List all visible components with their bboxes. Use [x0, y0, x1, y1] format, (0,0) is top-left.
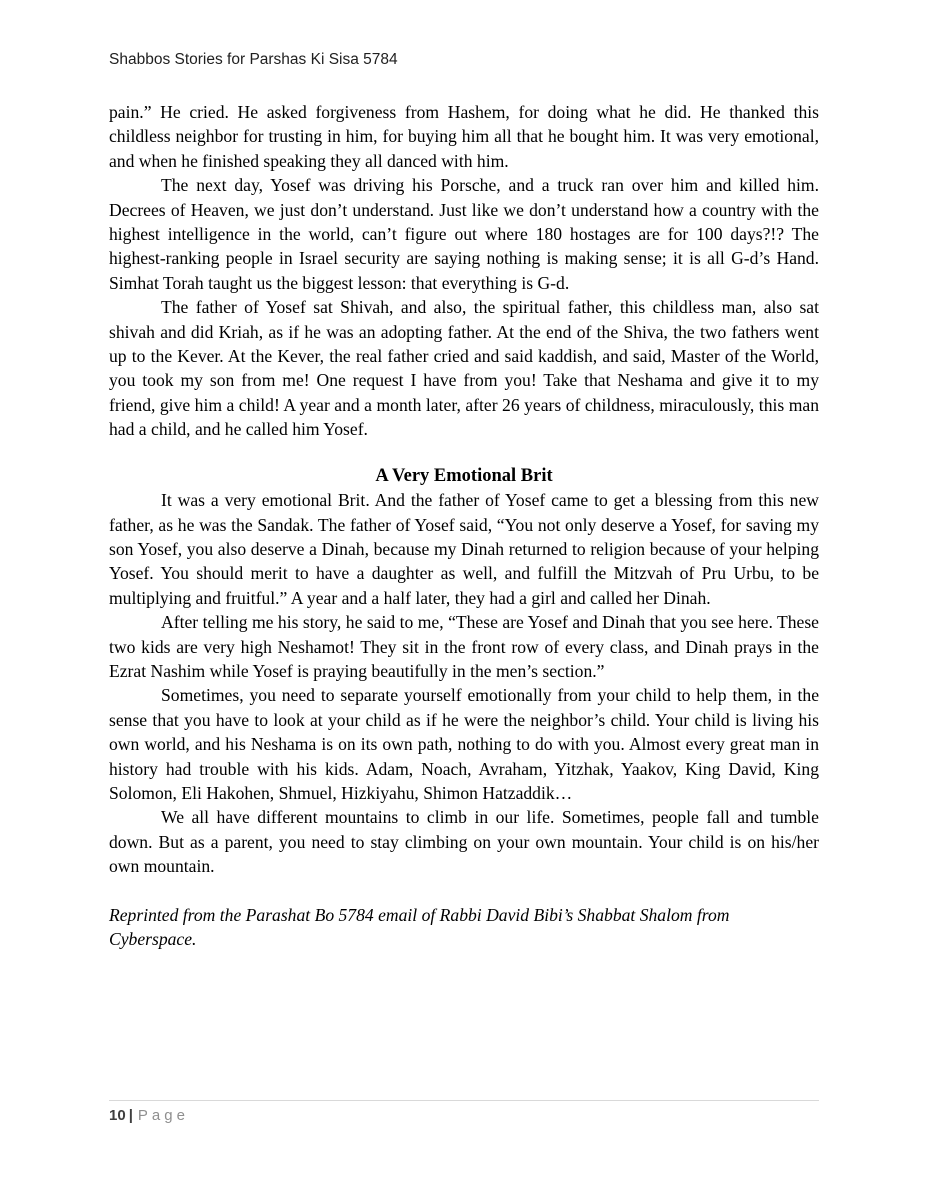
footer-page-word: Page — [137, 1107, 189, 1124]
body-paragraph: Sometimes, you need to separate yourself emotionally from your child to help them, in the sense that you have to look at your child as if he were the neighbor’s child. Your child is living his own world, and his Neshama is on its own path, nothing to do with you. Almost every great man in history had trouble with his kids. Adam, Noach, Avraham, Yitzhak, Yaakov, King David, King Solomon, Eli Hakohen, Shmuel, Hizkiyahu, Shimon Hatzaddik… — [109, 685, 819, 803]
page-footer — [109, 1100, 819, 1124]
body-paragraph: It was a very emotional Brit. And the father of Yosef came to get a blessing from this new father, as he was the Sandak. The father of Yosef said, “You not only deserve a Yosef, for saving my son Yosef, you also deserve a Dinah, because my Dinah returned to religion because of your helping Yosef. You should merit to have a daughter as well, and fulfill the Mitzvah of Pru Urbu, to be multiplying and fruitful.” A year and a half later, they had a girl and called her Dinah. — [109, 490, 819, 608]
body-paragraph: After telling me his story, he said to me, “These are Yosef and Dinah that you see here. These two kids are very high Neshamot! They sit in the front row of every class, and Dinah prays in the Ezrat Nashim while Yosef is praying beautifully in the men’s section.” — [109, 612, 819, 681]
body-paragraph-continuation: pain.” He cried. He asked forgiveness from Hashem, for doing what he did. He thanked this childless neighbor for trusting in him, for buying him all that he bought him. It was very emotional, and when he finished speaking they all danced with him. — [109, 102, 819, 171]
page-header-title: Shabbos Stories for Parshas Ki Sisa 5784 — [109, 51, 398, 68]
footer-divider: | — [128, 1107, 133, 1124]
body-paragraph: The father of Yosef sat Shivah, and also, the spiritual father, this childless man, also sat shivah and did Kriah, as if he was an adopting father. At the end of the Shiva, the two fathers went up to the Kever. At the Kever, the real father cried and said kaddish, and said, Master of the World, you took my son from me! One request I have from you! Take that Neshama and give it to my friend, give him a child! A year and a month later, after 26 years of childness, miraculously, this man had a child, and he called him Yosef. — [109, 297, 819, 440]
body-paragraph: We all have different mountains to climb in our life. Sometimes, people fall and tumble down. But as a parent, you need to stay climbing on your own mountain. Your child is on his/her own mountain. — [109, 807, 819, 877]
body-paragraph: The next day, Yosef was driving his Porsche, and a truck ran over him and killed him. Decrees of Heaven, we just don’t understand. Just like we don’t understand how a country with the highest intelligence in the world, can’t figure out where 180 hostages are for 100 days?!? The highest-ranking people in Israel security are saying nothing is making sense; it is all G-d’s Hand. Simhat Torah taught us the biggest lesson: that everything is G-d. — [109, 175, 819, 293]
page-header — [109, 51, 398, 69]
document-body — [109, 100, 819, 951]
section-heading: A Very Emotional Brit — [375, 465, 553, 486]
reprint-note: Reprinted from the Parashat Bo 5784 email of Rabbi David Bibi’s Shabbat Shalom from Cyberspace. — [109, 904, 730, 949]
footer-page-number: 10 — [109, 1107, 126, 1124]
